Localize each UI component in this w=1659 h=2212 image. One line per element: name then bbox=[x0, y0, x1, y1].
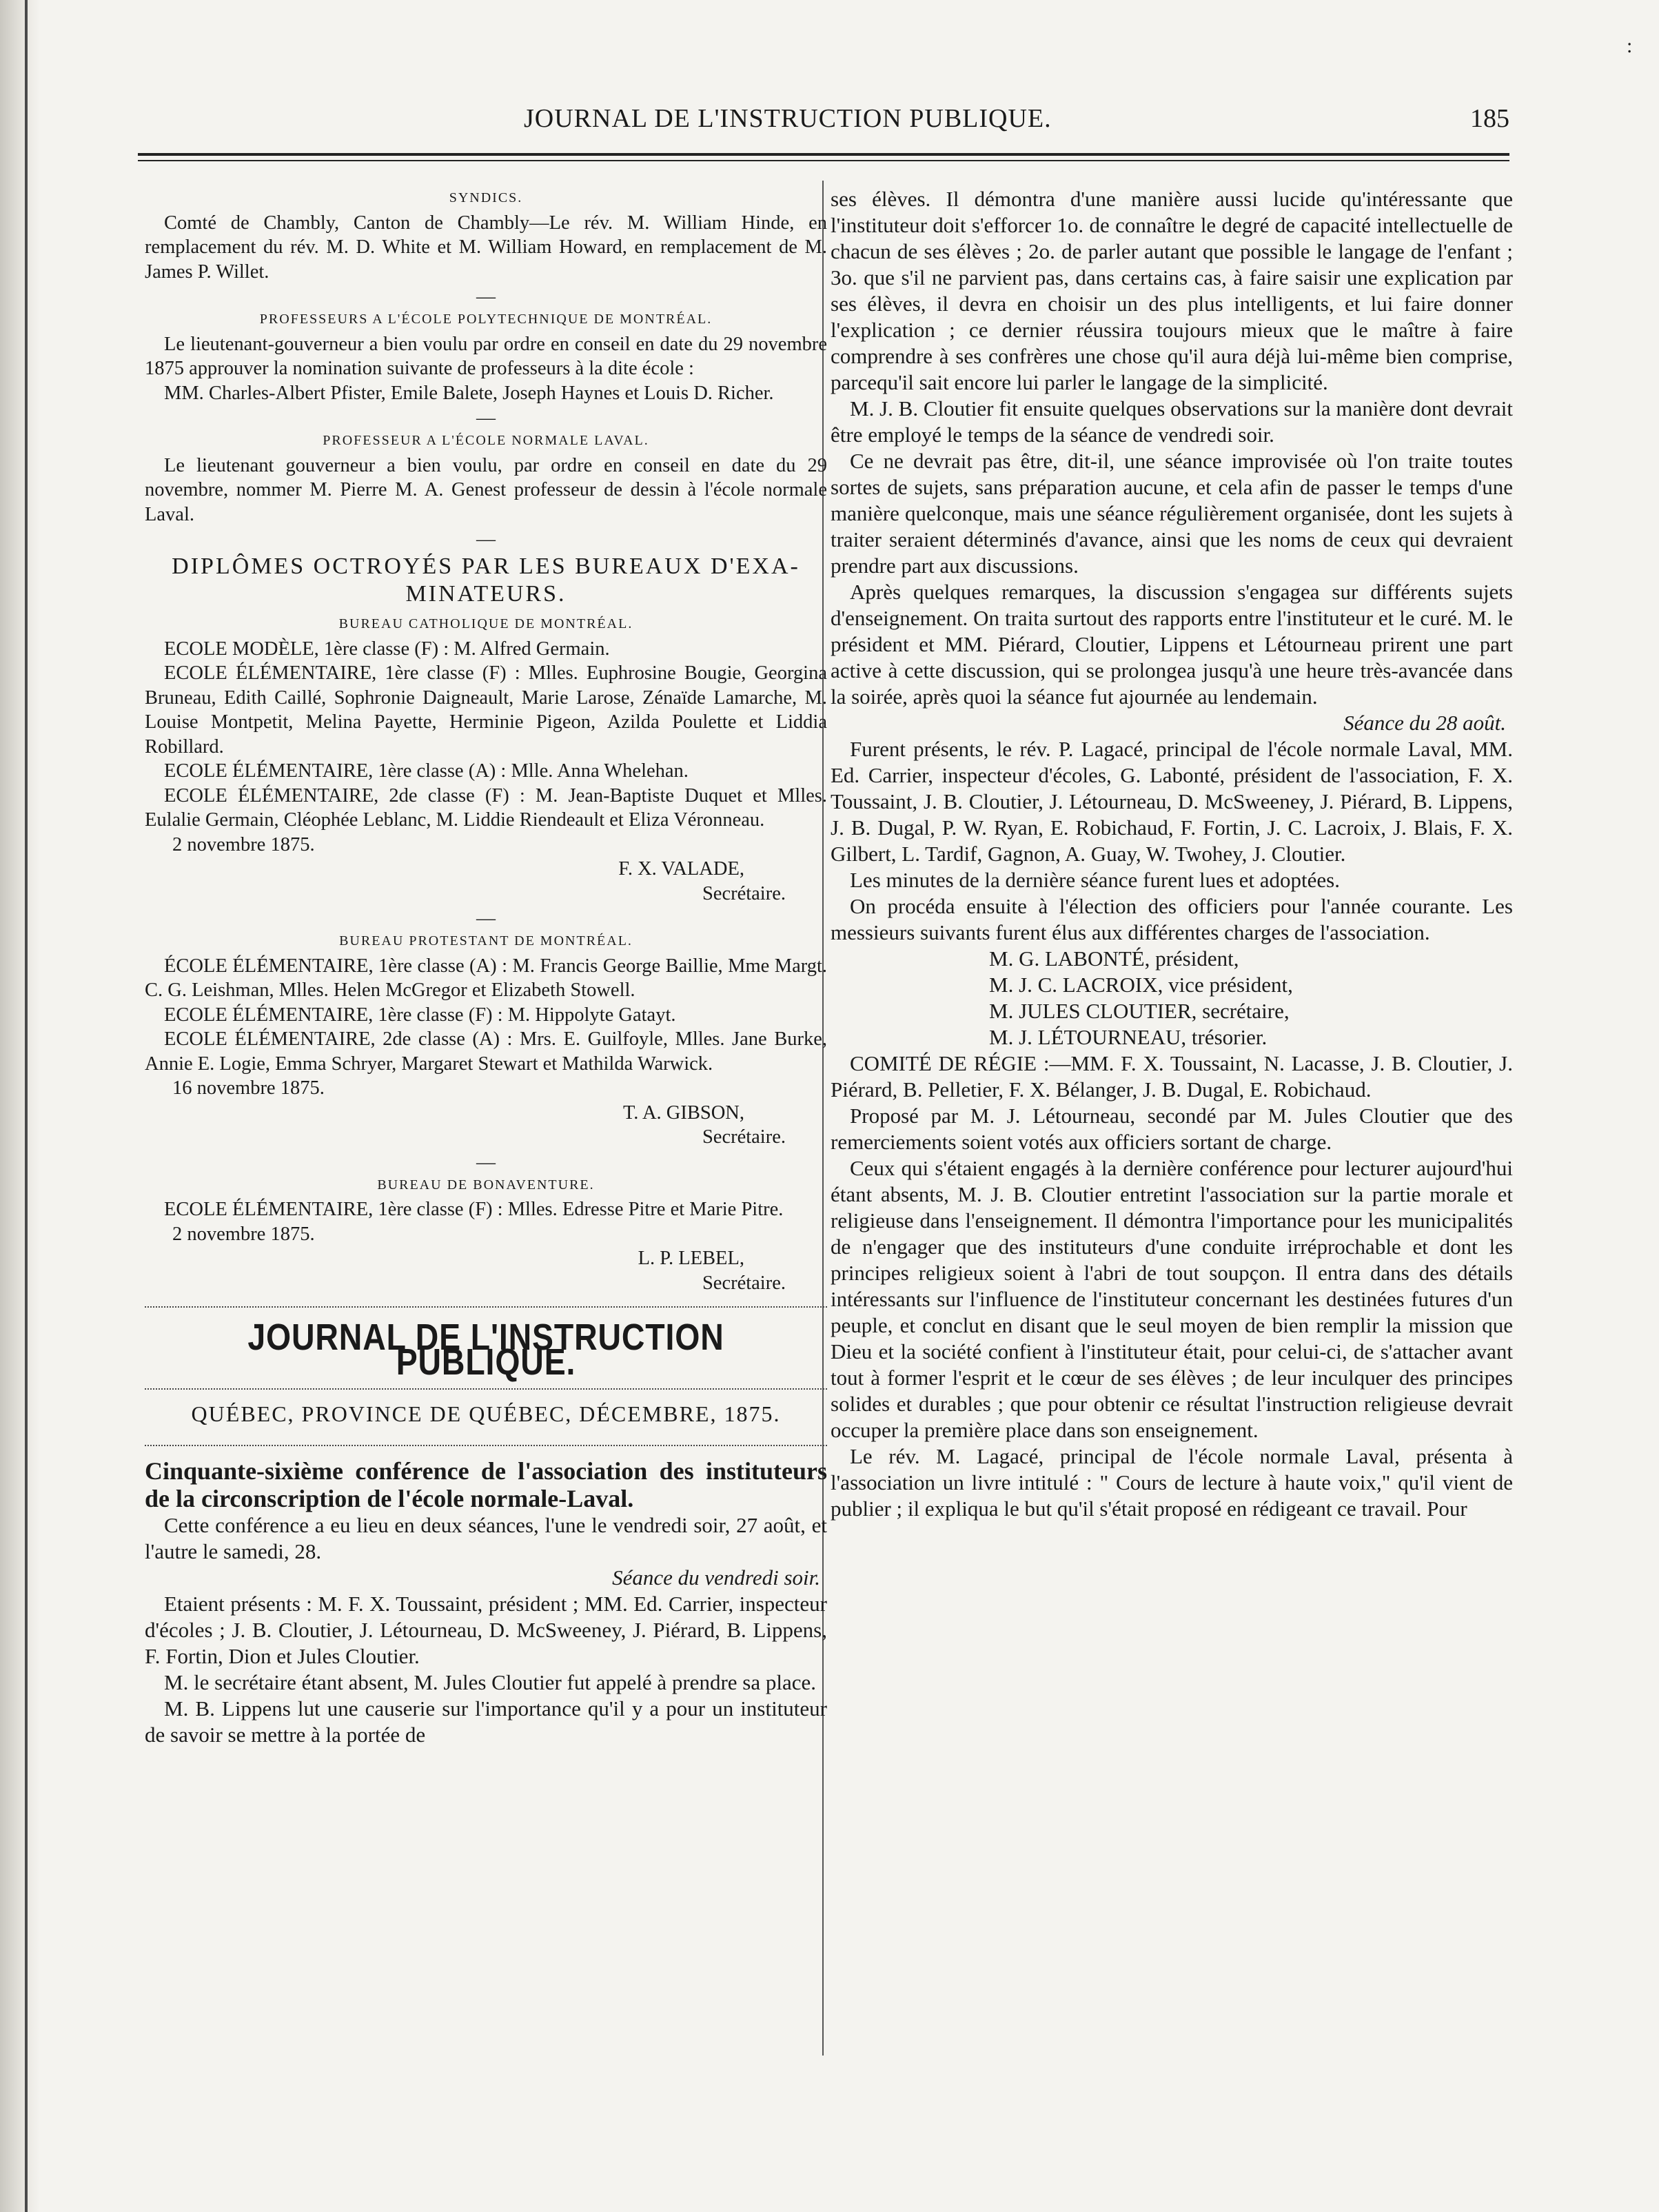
running-header bbox=[138, 103, 1509, 145]
article-title: Cinquante-sixième conférence de l'association des instituteurs de la circonscription de l'école normale-Laval. bbox=[145, 1457, 827, 1512]
article-paragraph: Etaient présents : M. F. X. Toussaint, président ; MM. Ed. Carrier, inspecteur d'écoles ; J. B. Cloutier, J. Létourneau, D. McSweeney, J. Piérard, B. Lippens, F. Fortin, Dion et Jules Cloutier. bbox=[145, 1591, 827, 1668]
article-paragraph: M. le secrétaire étant absent, M. Jules Cloutier fut appelé à prendre sa place. bbox=[164, 1670, 816, 1694]
bona-role: Secrétaire. bbox=[702, 1272, 786, 1294]
bona-signature: L. P. LEBEL, bbox=[638, 1248, 744, 1269]
masthead: JOURNAL DE L'INSTRUCTION PUBLIQUE. bbox=[247, 1317, 724, 1383]
cath-entry: ECOLE ÉLÉMENTAIRE, 2de classe (F) : M. Jean-Baptiste Duquet et Mlles. Eulalie Germain, Cléophée Leblanc, M. Liddie Riendeault et Eliza Véronneau. bbox=[145, 784, 827, 831]
page-number: 185 bbox=[1470, 104, 1509, 133]
session-heading-saturday: Séance du 28 août. bbox=[1343, 711, 1506, 735]
officer-line: M. J. C. LACROIX, vice président, bbox=[989, 973, 1293, 997]
page-binding-edge bbox=[0, 0, 40, 2212]
prot-entry: ÉCOLE ÉLÉMENTAIRE, 1ère classe (A) : M. Francis George Baillie, Mme Margt. C. G. Leishman, Mlles. Helen McGregor et Elizabeth Stowell. bbox=[145, 955, 827, 1001]
cath-entry: ECOLE ÉLÉMENTAIRE, 1ère classe (F) : Mlles. Euphrosine Bougie, Georgina Bruneau, Edith Caillé, Sophronie Daigneault, Marie Larose, Zénaïde Lamarche, M. Louise Montpetit, Melina Payette, Herminie Pigeon, Azilda Poulette et Liddia Robillard. bbox=[145, 662, 827, 758]
cath-entry: ECOLE MODÈLE, 1ère classe (F) : M. Alfred Germain. bbox=[164, 638, 610, 660]
officer-line: M. J. LÉTOURNEAU, trésorier. bbox=[989, 1025, 1268, 1049]
diplomes-heading: DIPLÔMES OCTROYÉS PAR LES BUREAUX D'EXA-MINATEURS. bbox=[172, 554, 800, 607]
article-paragraph: Furent présents, le rév. P. Lagacé, principal de l'école normale Laval, MM. Ed. Carrier, inspecteur d'écoles, G. Labonté, président de l'association, F. X. Toussaint, J. B. Cloutier, J. Létourneau, D. McSweeney, J. Piérard, B. Lippens, J. B. Dugal, P. W. Ryan, E. Robichaud, F. Fortin, J. C. Lacroix, J. Blais, F. X. Gilbert, L. Tardif, Gagnon, A. Guay, W. Twohey, J. Cloutier. bbox=[831, 737, 1513, 866]
binding-line bbox=[25, 0, 28, 2212]
bureau-bonaventure-heading: BUREAU DE BONAVENTURE. bbox=[377, 1177, 595, 1193]
left-column bbox=[145, 186, 827, 1748]
article-paragraph: M. B. Lippens lut une causerie sur l'importance qu'il y a pour un instituteur de savoir se mettre à la portée de bbox=[145, 1696, 827, 1747]
article-paragraph: COMITÉ DE RÉGIE :—MM. F. X. Toussaint, N. Lacasse, J. B. Cloutier, J. Piérard, B. Pelletier, F. X. Bélanger, J. B. Dugal, E. Robichaud. bbox=[831, 1051, 1513, 1102]
bureau-protestant-heading: BUREAU PROTESTANT DE MONTRÉAL. bbox=[339, 933, 633, 948]
article-paragraph: Proposé par M. J. Létourneau, secondé par M. Jules Cloutier que des remerciements soient votés aux officiers sortant de charge. bbox=[831, 1104, 1513, 1154]
running-title: JOURNAL DE L'INSTRUCTION PUBLIQUE. bbox=[524, 104, 1052, 133]
article-paragraph: Le rév. M. Lagacé, principal de l'école normale Laval, présenta à l'association un livre intitulé : " Cours de lecture à haute voix," qu'il vient de publier ; il expliqua le but qu'il s'était proposé en rédigeant ce travail. Pour bbox=[831, 1444, 1513, 1521]
session-heading-friday: Séance du vendredi soir. bbox=[612, 1565, 820, 1590]
cath-signature: F. X. VALADE, bbox=[618, 858, 744, 880]
officer-line: M. JULES CLOUTIER, secrétaire, bbox=[989, 999, 1290, 1023]
article-paragraph: Cette conférence a eu lieu en deux séances, l'une le vendredi soir, 27 août, et l'autre le samedi, 28. bbox=[145, 1512, 827, 1563]
article-paragraph: Ceux qui s'étaient engagés à la dernière conférence pour lecturer aujourd'hui étant absents, M. J. B. Cloutier entretint l'association sur la partie morale et religieuse dans l'enseignement. Il démontra l'importance pour les municipalités de n'engager que des instituteurs d'une conduite irréprochable et dont les principes religieux soient à l'abri de tout soupçon. Il entra dans des détails intéressants sur l'influence de l'instituteur concernant les destinées futures d'un peuple, et conclut en disant que le seul moyen de bien remplir la mission que Dieu et la société confient à l'instituteur était, pour celui-ci, de s'attacher avant tout à former l'esprit et le cœur de ses élèves ; de leur inculquer des principes solides et durables ; que pour obtenir ce résultat l'instruction religieuse devrait occuper la première place dans son enseignement. bbox=[831, 1156, 1513, 1442]
bona-date: 2 novembre 1875. bbox=[172, 1223, 315, 1245]
separator-dash: — bbox=[476, 529, 496, 550]
article-paragraph: ses élèves. Il démontra d'une manière aussi lucide qu'intéressante que l'instituteur doit s'efforcer 1o. de connaître le degré de capacité intellectuelle de chacun de ses élèves ; 2o. de parler autant que possible le langage de l'enfant ; 3o. que s'il ne parvient pas, dans certains cas, à faire saisir une explication par ses élèves, il devra en choisir un des plus intelligents, et lui faire donner l'explication ; ce dernier réussira toujours mieux que le maître à faire comprendre à ses confrères une chose qu'il aura déjà lui-même bien comprise, parcequ'il sait encore lui parler le langage de la simplicité. bbox=[831, 187, 1513, 394]
separator-dash: — bbox=[476, 908, 496, 929]
separator-dash: — bbox=[476, 1151, 496, 1173]
poly-names: MM. Charles-Albert Pfister, Emile Balete, Joseph Haynes et Louis D. Richer. bbox=[164, 382, 774, 404]
cath-role: Secrétaire. bbox=[702, 882, 786, 904]
article-paragraph: On procéda ensuite à l'élection des officiers pour l'année courante. Les messieurs suivants furent élus aux différentes charges de l'association. bbox=[831, 894, 1513, 944]
bona-entry: ECOLE ÉLÉMENTAIRE, 1ère classe (F) : Mlles. Edresse Pitre et Marie Pitre. bbox=[164, 1199, 784, 1220]
bureau-catholique-heading: BUREAU CATHOLIQUE DE MONTRÉAL. bbox=[338, 616, 633, 631]
normal-heading: PROFESSEUR A L'ÉCOLE NORMALE LAVAL. bbox=[323, 433, 649, 448]
prot-date: 16 novembre 1875. bbox=[172, 1077, 325, 1099]
dateline-rule bbox=[145, 1445, 827, 1446]
normal-text: Le lieutenant gouverneur a bien voulu, par ordre en conseil en date du 29 novembre, nommer M. Pierre M. A. Genest professeur de dessin à l'école normale Laval. bbox=[145, 454, 827, 525]
article-paragraph: Ce ne devrait pas être, dit-il, une séance improvisée où l'on traite toutes sortes de sujets, sans préparation aucune, et cela afin de passer le temps d'une manière quelconque, mais une séance régulièrement organisée, dont les sujets à traiter seraient déterminés d'avance, ainsi que les noms de ceux qui devraient prendre part aux discussions. bbox=[831, 449, 1513, 578]
prot-entry: ECOLE ÉLÉMENTAIRE, 1ère classe (F) : M. Hippolyte Gatayt. bbox=[164, 1004, 676, 1026]
cath-entry: ECOLE ÉLÉMENTAIRE, 1ère classe (A) : Mlle. Anna Whelehan. bbox=[164, 760, 689, 782]
separator-dash: — bbox=[476, 407, 496, 429]
article-paragraph: Les minutes de la dernière séance furent lues et adoptées. bbox=[850, 868, 1340, 892]
syndics-text: Comté de Chambly, Canton de Chambly—Le rév. M. William Hinde, en remplacement du rév. M. D. White et M. William Howard, en remplacement de M. James P. Willet. bbox=[145, 212, 827, 283]
right-column bbox=[831, 186, 1513, 1522]
masthead-rule-bottom bbox=[145, 1388, 827, 1390]
masthead-rule-top bbox=[145, 1306, 827, 1308]
prot-signature: T. A. GIBSON, bbox=[622, 1102, 744, 1124]
header-rule-thin bbox=[138, 160, 1509, 161]
header-rule-thick bbox=[138, 153, 1509, 156]
prot-role: Secrétaire. bbox=[702, 1126, 786, 1148]
prot-entry: ECOLE ÉLÉMENTAIRE, 2de classe (A) : Mrs. E. Guilfoyle, Mlles. Jane Burke, Annie E. Logie, Emma Schryer, Margaret Stewart et Mathilda Warwick. bbox=[145, 1028, 827, 1075]
article-paragraph: Après quelques remarques, la discussion s'engagea sur différents sujets d'enseignement. On traita surtout des rapports entre l'instituteur et le curé. M. le président et MM. Piérard, Cloutier, Lippens et Létourneau prirent une part active à cette discussion, qui se prolongea jusqu'à une heure très-avancée dans la soirée, après quoi la séance fut ajournée au lendemain. bbox=[831, 580, 1513, 709]
cath-date: 2 novembre 1875. bbox=[172, 833, 315, 855]
poly-text: Le lieutenant-gouverneur a bien voulu par ordre en conseil en date du 29 novembre 1875 approuver la nomination suivante de professeurs à la dite école : bbox=[145, 333, 827, 379]
officer-line: M. G. LABONTÉ, président, bbox=[989, 946, 1239, 971]
syndics-heading: SYNDICS. bbox=[449, 190, 523, 205]
article-paragraph: M. J. B. Cloutier fit ensuite quelques observations sur la manière dont devrait être employé le temps de la séance de vendredi soir. bbox=[831, 396, 1513, 447]
margin-mark: : bbox=[1627, 34, 1633, 57]
separator-dash: — bbox=[476, 286, 496, 307]
dateline: QUÉBEC, PROVINCE DE QUÉBEC, DÉCEMBRE, 1875. bbox=[191, 1401, 781, 1426]
poly-heading: PROFESSEURS A L'ÉCOLE POLYTECHNIQUE DE MONTRÉAL. bbox=[259, 312, 713, 327]
